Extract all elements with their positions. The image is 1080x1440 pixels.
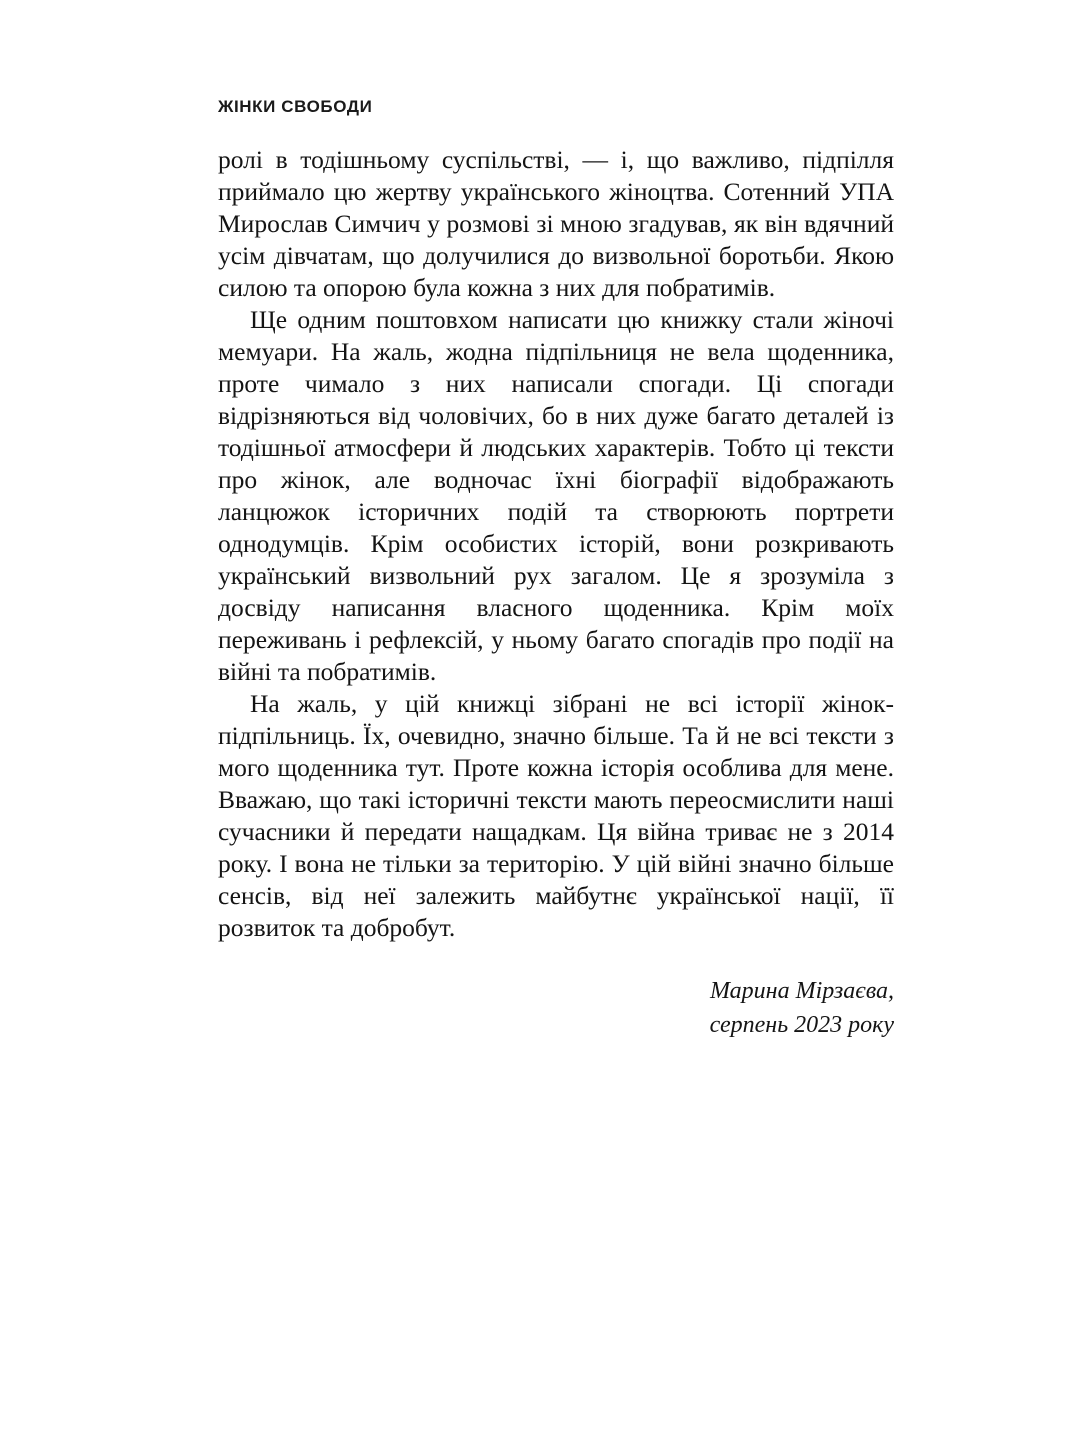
paragraph: Ще одним поштовхом написати цю книжку стали жіночі мемуари. На жаль, жодна підпільниця не вела щоденника, проте чимало з них написали спогади. Ці спогади відрізняються від чоловічих, бо в них дуже багато деталей із тодішньої атмосфери й людських характерів. Тобто ці тексти про жінок, але водночас їхні біографії відображають ланцюжок історичних подій та створюють портрети однодумців. Крім особистих історій, вони розкривають український визвольний рух загалом. Це я зрозуміла з досвіду написання власного щоденника. Крім моїх переживань і рефлексій, у ньому багато спогадів про події на війні та побратимів. (218, 305, 894, 686)
signature-author: Марина Мірзаєва, (710, 978, 894, 1004)
paragraph: На жаль, у цій книжці зібрані не всі історії жінок-підпільниць. Їх, очевидно, значно більше. Та й не всі тексти з мого щоденника тут. Проте кожна історія особлива для мене. Вважаю, що такі історичні тексти мають переосмислити наші сучасники й передати нащадкам. Ця війна триває не з 2014 року. І вона не тільки за територію. У цій війні значно більше сенсів, від неї залежить майбутнє української нації, її розвиток та добробут. (218, 689, 894, 942)
paragraph-continuation: ролі в тодішньому суспільстві, — і, що важливо, підпілля приймало цю жертву українського жіноцтва. Сотенний УПА Мирослав Симчич у розмові зі мною згадував, як він вдячний усім дівчатам, що долучилися до визвольної боротьби. Якою силою та опорою була кожна з них для побратимів. (218, 145, 894, 302)
body-text-block (218, 144, 894, 1042)
signature-date: серпень 2023 року (709, 1012, 894, 1038)
signature-block (218, 974, 894, 1042)
running-head: ЖІНКИ СВОБОДИ (218, 97, 373, 116)
